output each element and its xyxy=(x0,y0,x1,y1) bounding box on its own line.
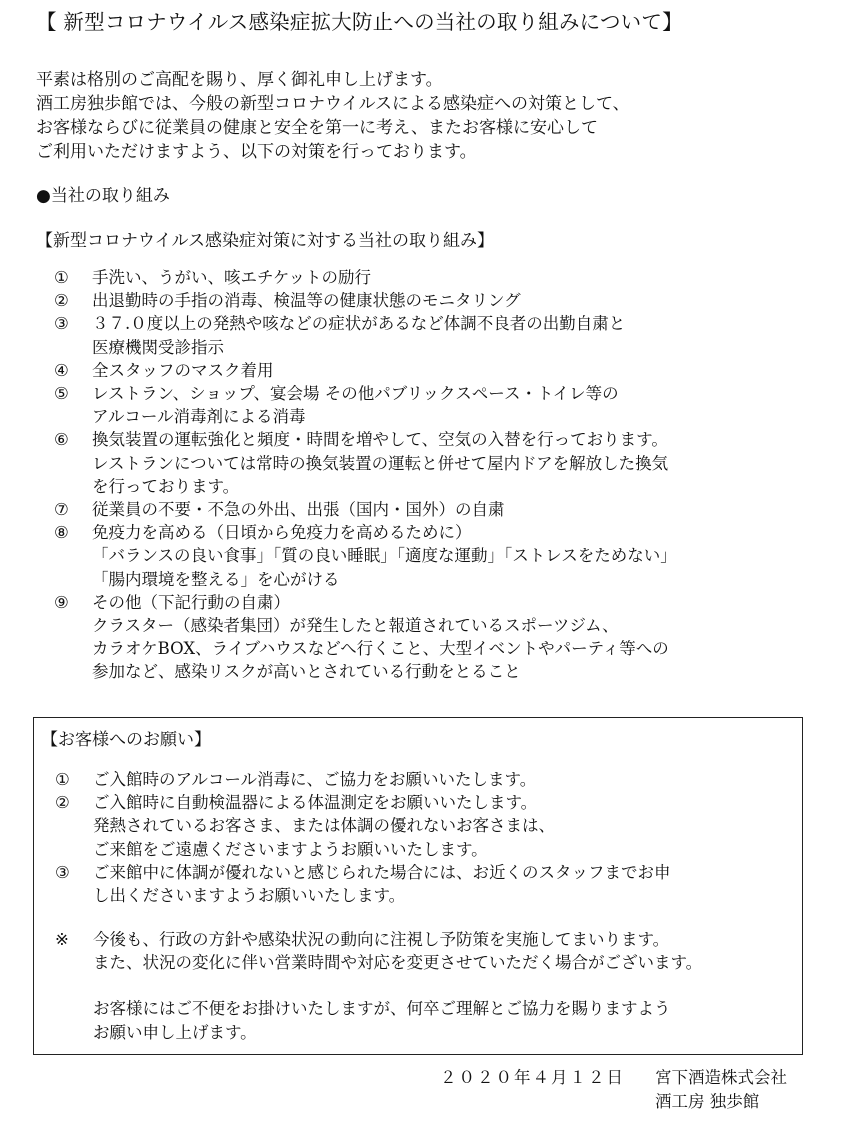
signature-block xyxy=(440,1066,810,1113)
note-text: また、状況の変化に伴い営業時間や対応を変更させていただく場合がございます。 xyxy=(93,953,703,973)
item-text: 出退勤時の手指の消毒、検温等の健康状態のモニタリング xyxy=(92,291,521,311)
item-text: レストラン、ショップ、宴会場 その他パブリックスペース・トイレ等の xyxy=(92,384,619,404)
item-number: ③ xyxy=(55,862,70,882)
list-item xyxy=(54,382,814,428)
list-item xyxy=(54,521,814,591)
item-number: ④ xyxy=(54,360,69,380)
item-number: ① xyxy=(54,268,69,287)
item-text: 全スタッフのマスク着用 xyxy=(92,360,274,380)
list-item xyxy=(54,498,814,521)
requests-list xyxy=(55,768,795,907)
issue-date: ２０２０年４月１２日 xyxy=(440,1068,625,1087)
company-name: 宮下酒造株式会社 xyxy=(655,1068,787,1087)
intro-line: 酒工房独歩館では、今般の新型コロナウイルスによる感染症への対策として、 xyxy=(36,94,630,114)
measures-list xyxy=(54,266,814,684)
item-text: 換気装置の運転強化と頻度・時間を増やして、空気の入替を行っております。 xyxy=(92,430,668,450)
closing-text: お客様にはご不便をお掛けいたしますが、何卒ご理解とご協力を賜りますよう xyxy=(93,999,671,1019)
list-item xyxy=(55,768,795,791)
intro-line: お客様ならびに従業員の健康と安全を第一に考え、またお客様に安心して xyxy=(36,118,599,138)
item-text: 医療機関受診指示 xyxy=(92,337,224,357)
list-item xyxy=(54,289,814,312)
item-text: 「バランスの良い食事」「質の良い睡眠」「適度な運動」「ストレスをためない」 xyxy=(92,546,677,566)
note-item xyxy=(55,928,795,1044)
item-number: ⑥ xyxy=(54,430,69,450)
item-number: ② xyxy=(54,291,69,311)
item-text: ご来館中に体調が優れないと感じられた場合には、お近くのスタッフまでお申 xyxy=(93,862,671,882)
shop-name: 酒工房 独歩館 xyxy=(655,1091,760,1111)
item-text: 免疫力を高める（日頃から免疫力を高めるために） xyxy=(92,523,472,543)
signature-row xyxy=(440,1066,810,1090)
section-heading: ●当社の取り組み xyxy=(36,186,170,206)
item-number: ⑤ xyxy=(54,384,69,404)
item-text: を行っております。 xyxy=(92,476,240,496)
note-text: 今後も、行政の方針や感染状況の動向に注視し予防策を実施してまいります。 xyxy=(93,930,670,949)
item-text: 従業員の不要・不急の外出、出張（国内・国外）の自粛 xyxy=(92,500,505,520)
list-item xyxy=(54,428,814,498)
requests-heading: 【お客様へのお願い】 xyxy=(41,730,211,750)
item-number: ② xyxy=(55,793,70,813)
item-number: ⑨ xyxy=(54,592,69,612)
item-text: アルコール消毒剤による消毒 xyxy=(92,407,306,427)
item-text: レストランについては常時の換気装置の運転と併せて屋内ドアを解放した換気 xyxy=(92,453,669,473)
list-item xyxy=(54,359,814,382)
item-number: ① xyxy=(55,770,70,789)
item-text: ご来館をご遠慮くださいますようお願いいたします。 xyxy=(93,839,488,859)
item-number: ⑧ xyxy=(54,523,69,543)
item-text: 「腸内環境を整える」を心がける xyxy=(92,569,340,589)
closing-text: お願い申し上げます。 xyxy=(93,1022,257,1042)
item-text: クラスター（感染者集団）が発生したと報道されているスポーツジム、 xyxy=(92,616,619,636)
note-mark: ※ xyxy=(55,930,69,949)
list-item xyxy=(55,861,795,907)
intro-line: ご利用いただけますよう、以下の対策を行っております。 xyxy=(36,142,477,162)
measures-heading: 【新型コロナウイルス感染症対策に対する当社の取り組み】 xyxy=(36,231,494,251)
intro-paragraph xyxy=(36,68,630,164)
spacer xyxy=(93,974,795,997)
list-item xyxy=(54,591,814,684)
item-text: し出くださいますようお願いいたします。 xyxy=(93,886,406,906)
page-title: 【 新型コロナウイルス感染症拡大防止への当社の取り組みについて】 xyxy=(36,10,683,34)
item-number: ③ xyxy=(54,314,69,334)
note-block xyxy=(55,928,795,1044)
customer-requests-box xyxy=(33,717,803,1055)
list-item xyxy=(55,791,795,861)
item-text: カラオケBOX、ライブハウスなどへ行くこと、大型イベントやパーティ等への xyxy=(92,639,669,659)
item-text: ３７.０度以上の発熱や咳などの症状があるなど体調不良者の出勤自粛と xyxy=(92,314,626,334)
item-text: ご入館時のアルコール消毒に、ご協力をお願いいたします。 xyxy=(93,770,537,789)
intro-line: 平素は格別のご高配を賜り、厚く御礼申し上げます。 xyxy=(36,70,443,90)
item-text: ご入館時に自動検温器による体温測定をお願いいたします。 xyxy=(93,793,538,813)
item-number: ⑦ xyxy=(54,500,69,520)
list-item xyxy=(54,312,814,358)
item-text: 参加など、感染リスクが高いとされている行動をとること xyxy=(92,662,521,682)
list-item xyxy=(54,266,814,289)
item-text: その他（下記行動の自粛） xyxy=(92,592,290,612)
item-text: 手洗い、うがい、咳エチケットの励行 xyxy=(92,268,372,287)
item-text: 発熱されているお客さま、または体調の優れないお客さまは、 xyxy=(93,816,555,836)
